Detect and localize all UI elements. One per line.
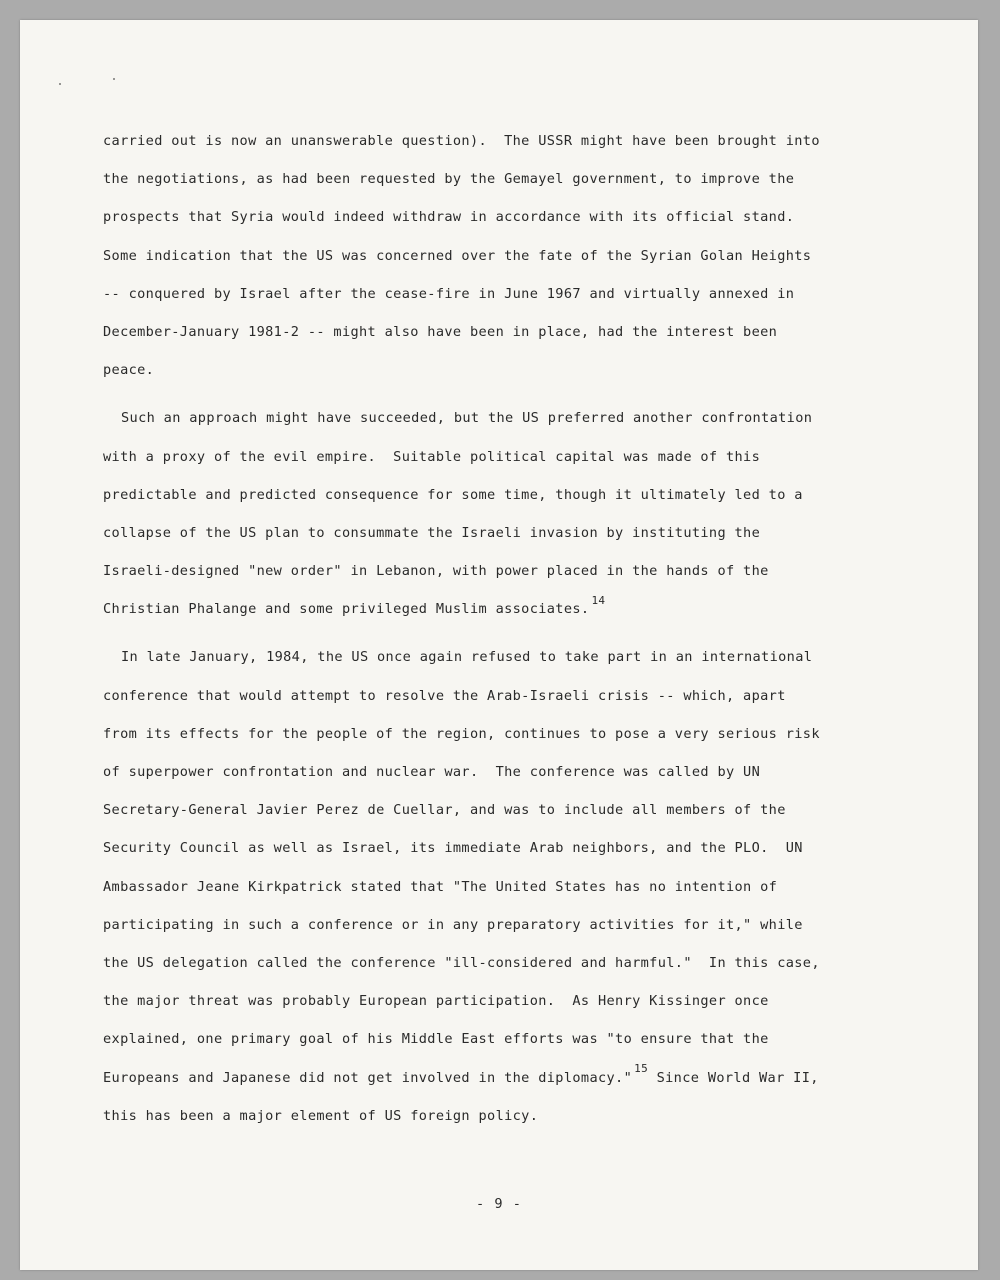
text-line: explained, one primary goal of his Middle East efforts was "to ensure that the (103, 1031, 769, 1048)
text-line: with a proxy of the evil empire. Suitable political capital was made of this (103, 448, 761, 465)
text-line: Security Council as well as Israel, its immediate Arab neighbors, and the PLO. UN (103, 840, 803, 857)
text-line: Such an approach might have succeeded, but the US preferred another confrontation (121, 410, 813, 427)
text-line: prospects that Syria would indeed withdraw in accordance with its official stand. (103, 209, 795, 226)
text-line: the negotiations, as had been requested by the Gemayel government, to improve the (103, 171, 795, 188)
text-line: In late January, 1984, the US once again refused to take part in an international (121, 649, 813, 666)
paragraph-1 (103, 122, 903, 389)
text-fragment: Europeans and Japanese did not get involved in the diplomacy." (103, 1069, 633, 1086)
text-line: of superpower confrontation and nuclear war. The conference was called by UN (103, 764, 761, 780)
text-line: the US delegation called the conference "ill-considered and harmful." In this case, (103, 954, 820, 971)
paper-speck (59, 83, 61, 85)
text-line: Ambassador Jeane Kirkpatrick stated that "The United States has no intention of (103, 878, 778, 895)
text-line: this has been a major element of US foreign policy. (103, 1107, 539, 1124)
text-line: predictable and predicted consequence for some time, though it ultimately led to a (103, 486, 803, 503)
footnote-ref-14: 14 (591, 593, 606, 607)
text-line: participating in such a conference or in any preparatory activities for it," while (103, 916, 803, 933)
text-line: Some indication that the US was concerned over the fate of the Syrian Golan Heights (103, 247, 812, 264)
text-fragment: Since World War II, (648, 1069, 819, 1086)
paragraph-2 (103, 399, 903, 628)
text-line: December-January 1981-2 -- might also have been in place, had the interest been (103, 323, 778, 340)
page-number: - 9 - (476, 1196, 522, 1212)
text-line: the major threat was probably European participation. As Henry Kissinger once (103, 993, 769, 1010)
text-line-with-footnote (103, 1059, 903, 1097)
text-line-with-footnote (103, 590, 903, 628)
footnote-ref-15: 15 (634, 1061, 649, 1075)
text-line: from its effects for the people of the region, continues to pose a very serious risk (103, 725, 820, 742)
document-page (20, 20, 978, 1270)
text-line: Israeli-designed "new order" in Lebanon, with power placed in the hands of the (103, 563, 769, 580)
body-text (103, 122, 903, 1145)
text-fragment: Christian Phalange and some privileged Muslim associates. (103, 601, 590, 618)
text-line: conference that would attempt to resolve the Arab-Israeli crisis -- which, apart (103, 687, 786, 704)
text-line: Secretary-General Javier Perez de Cuellar, and was to include all members of the (103, 802, 786, 819)
text-line: -- conquered by Israel after the cease-fire in June 1967 and virtually annexed in (103, 285, 795, 302)
text-line: peace. (103, 362, 155, 379)
paragraph-3 (103, 638, 903, 1134)
text-line: collapse of the US plan to consummate the Israeli invasion by instituting the (103, 524, 761, 541)
paper-speck (113, 78, 115, 80)
text-line: carried out is now an unanswerable question). The USSR might have been brought into (103, 133, 820, 149)
